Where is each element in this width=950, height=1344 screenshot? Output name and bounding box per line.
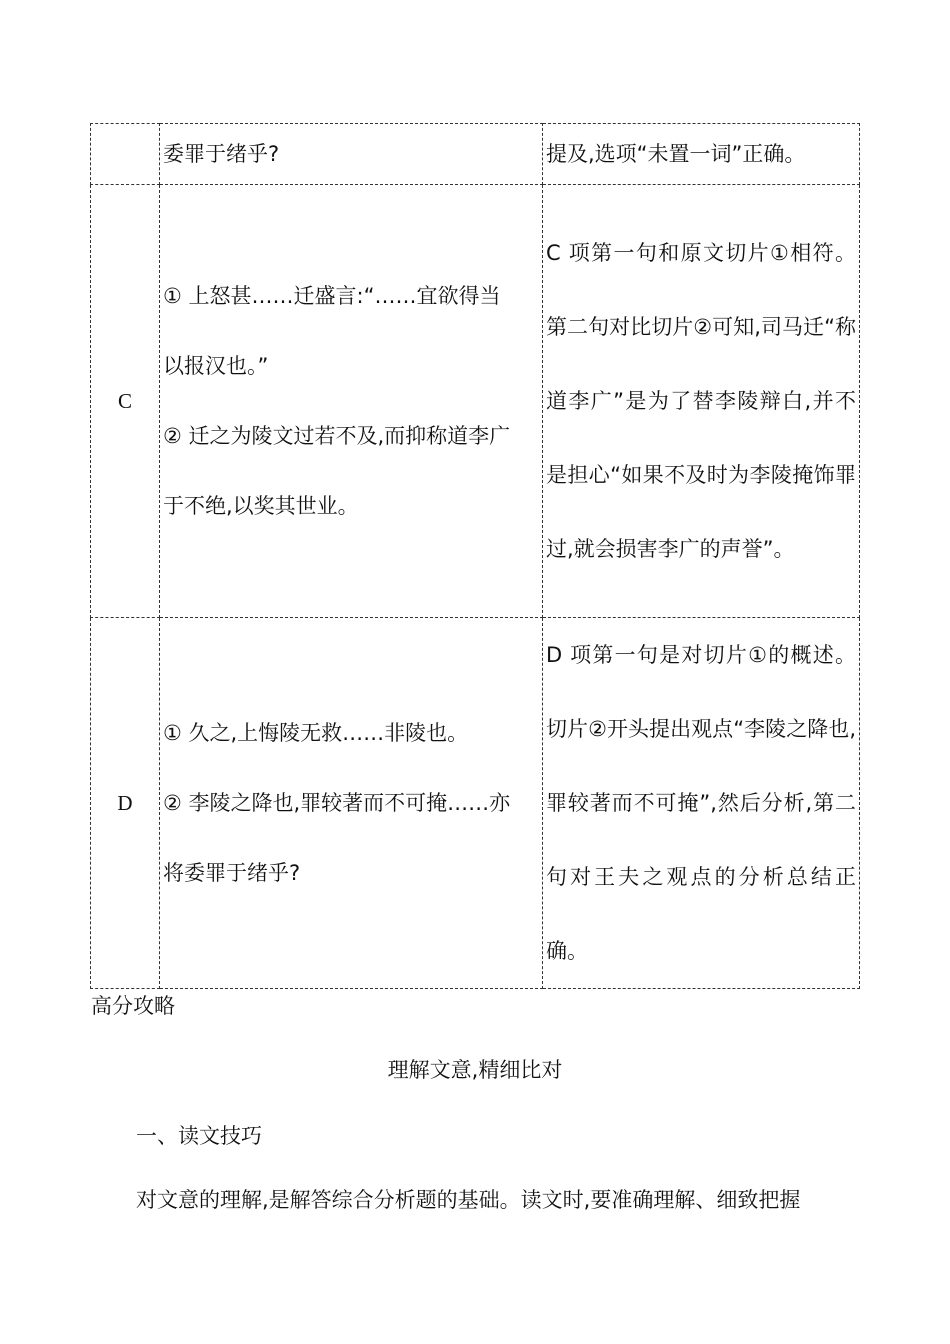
source-line: 将委罪于绪乎? (163, 861, 301, 885)
table-row (91, 185, 860, 618)
section-label: 高分攻略 (91, 994, 175, 1018)
analysis-cell (543, 124, 860, 185)
source-line: ② 迁之为陵文过若不及,而抑称道李广 (163, 424, 511, 448)
analysis-text: C 项第一句和原文切片①相符。第二句对比切片②可知,司马迁“称道李广”是为了替李陵辩白,并不是担心“如果不及时为李陵掩饰罪过,就会损害李广的声誉”。 (546, 241, 856, 561)
source-cell (160, 124, 543, 185)
option-cell (91, 124, 160, 185)
table-row (91, 618, 860, 989)
source-line: ① 上怒甚……迁盛言:“……宜欲得当 (163, 284, 501, 308)
source-cell (160, 185, 543, 618)
analysis-cell (543, 618, 860, 989)
option-cell: D (91, 618, 160, 989)
source-line: 于不绝,以奖其世业。 (163, 494, 359, 518)
subheading: 一、读文技巧 (136, 1124, 262, 1148)
analysis-text: D 项第一句是对切片①的概述。切片②开头提出观点“李陵之降也,罪较著而不可掩”,然后分析,第二句对王夫之观点的分析总结正确。 (546, 643, 856, 963)
section-title: 理解文意,精细比对 (387, 1058, 563, 1082)
analysis-table (90, 123, 860, 989)
table-row (91, 124, 860, 185)
source-line: ① 久之,上悔陵无救……非陵也。 (163, 721, 469, 745)
source-cell (160, 618, 543, 989)
source-line: ② 李陵之降也,罪较著而不可掩……亦 (163, 791, 511, 815)
source-line: 以报汉也。” (163, 354, 269, 378)
option-cell: C (91, 185, 160, 618)
source-line: 委罪于绪乎? (163, 142, 280, 166)
analysis-cell (543, 185, 860, 618)
analysis-text: 提及,选项“未置一词”正确。 (546, 142, 806, 166)
body-paragraph: 对文意的理解,是解答综合分析题的基础。读文时,要准确理解、细致把握 (136, 1188, 801, 1212)
